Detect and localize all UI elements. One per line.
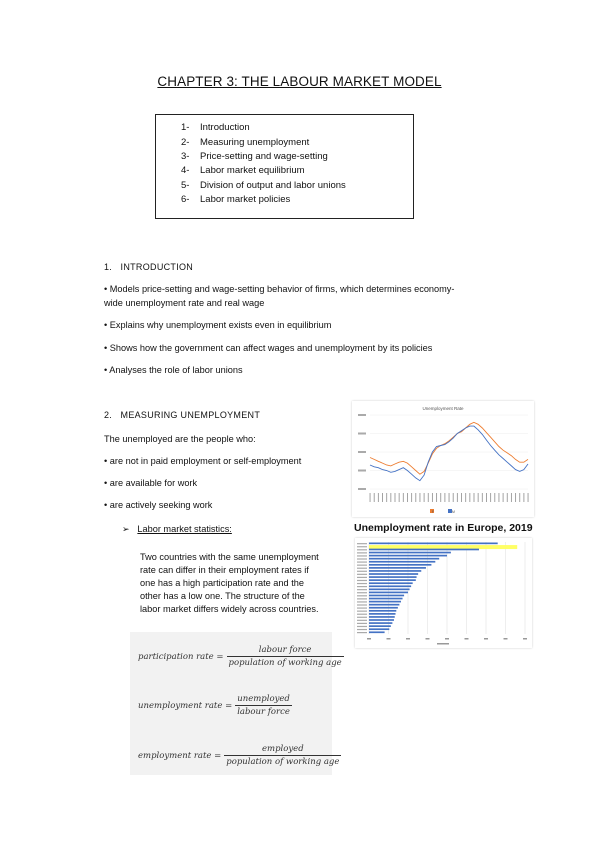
x-tick-label (426, 638, 430, 640)
x-tick-label (457, 493, 458, 502)
section-heading-measuring-unemployment (104, 410, 260, 420)
x-tick-label (367, 638, 371, 640)
category-label (357, 571, 367, 572)
toc-number: 5- (181, 180, 190, 191)
table-of-contents (155, 114, 414, 219)
toc-number: 4- (181, 165, 190, 176)
bar (369, 555, 447, 557)
x-tick-label (478, 493, 479, 502)
x-tick-label (486, 493, 487, 502)
arrow-bullet-icon: ➢ (122, 524, 130, 534)
fraction (227, 645, 344, 668)
series-line (370, 426, 528, 481)
category-label (357, 565, 367, 566)
fraction (224, 744, 341, 767)
y-tick-label (358, 433, 366, 435)
category-label (357, 623, 367, 624)
category-label (357, 555, 367, 556)
category-label (357, 561, 367, 562)
bar (369, 573, 418, 575)
employment-rate-formula (138, 744, 341, 767)
bar-chart-title: Unemployment rate in Europe, 2019 (354, 522, 533, 534)
bar (369, 564, 431, 566)
numerator: unemployed (237, 694, 290, 704)
category-label (357, 577, 367, 578)
bar (369, 552, 451, 554)
toc-number: 6- (181, 194, 190, 205)
category-label (357, 601, 367, 602)
category-label (357, 614, 367, 615)
toc-label: Measuring unemployment (200, 137, 310, 148)
bar (369, 576, 417, 578)
category-label (357, 611, 367, 612)
category-label (357, 620, 367, 621)
category-label (357, 607, 367, 608)
x-tick-label (387, 638, 391, 640)
bar (369, 598, 403, 600)
x-tick-label (403, 493, 404, 502)
legend-label-f: F (431, 510, 434, 514)
bullet-item: • are available for work (104, 478, 198, 488)
x-tick-label (519, 493, 520, 502)
x-tick-label (449, 493, 450, 502)
category-label (357, 546, 367, 547)
participation-rate-formula (138, 645, 344, 668)
bar (369, 582, 413, 584)
section-number: 1. (104, 262, 113, 272)
bullet-item: • Analyses the role of labor unions (104, 365, 243, 375)
category-label (357, 626, 367, 627)
x-tick-label (494, 493, 495, 502)
bar (369, 589, 410, 591)
x-tick-label (436, 493, 437, 502)
toc-label: Price-setting and wage-setting (200, 151, 328, 162)
category-label (357, 598, 367, 599)
paragraph-line: one has a high participation rate and the (140, 578, 304, 588)
x-tick-label (504, 638, 508, 640)
x-tick-label (406, 638, 410, 640)
numerator: labour force (258, 645, 312, 655)
x-tick-label (390, 493, 391, 502)
category-label (357, 586, 367, 587)
section-title: INTRODUCTION (120, 262, 194, 272)
toc-number: 2- (181, 137, 190, 148)
y-tick-label (358, 488, 366, 490)
bar (369, 567, 426, 569)
x-tick-label (453, 493, 454, 502)
bar (369, 592, 408, 594)
x-tick-label (503, 493, 504, 502)
x-tick-label (465, 493, 466, 502)
category-label (357, 604, 367, 605)
toc-number: 1- (181, 122, 190, 133)
x-tick-label (407, 493, 408, 502)
formula-lhs: employment rate = (138, 750, 222, 761)
page-title: CHAPTER 3: THE LABOUR MARKET MODEL (157, 74, 442, 89)
x-tick-label (474, 493, 475, 502)
x-axis-label (437, 643, 449, 645)
formula-lhs: unemployment rate = (138, 700, 233, 711)
bar (369, 631, 385, 633)
toc-label: Labor market equilibrium (200, 165, 305, 176)
paragraph-line: Two countries with the same unemployment (140, 552, 319, 562)
bar (369, 585, 411, 587)
section-heading-introduction (104, 262, 193, 272)
category-label (357, 629, 367, 630)
bar (369, 616, 395, 618)
category-label (357, 558, 367, 559)
x-tick-label (523, 638, 527, 640)
paragraph-line: rate can differ in their employment rates if (140, 565, 309, 575)
bar (369, 625, 391, 627)
x-tick-label (419, 493, 420, 502)
legend-label-m: M (452, 510, 455, 514)
bar (369, 570, 421, 572)
toc-item (181, 165, 305, 176)
toc-item (181, 137, 309, 148)
formula-lhs: participation rate = (138, 651, 224, 662)
category-label (357, 583, 367, 584)
x-tick-label (490, 493, 491, 502)
x-tick-label (399, 493, 400, 502)
x-tick-label (415, 493, 416, 502)
category-label (357, 595, 367, 596)
denominator: population of working age (228, 658, 342, 668)
y-tick-label (358, 470, 366, 472)
x-tick-label (424, 493, 425, 502)
denominator: population of working age (226, 757, 340, 767)
unemployment-line-chart (352, 401, 534, 517)
category-label (357, 568, 367, 569)
toc-item (181, 194, 290, 205)
toc-label: Labor market policies (200, 194, 291, 205)
category-label (357, 589, 367, 590)
toc-item (181, 122, 250, 133)
paragraph-line: labor market differs widely across countries. (140, 604, 319, 614)
bar (369, 549, 479, 551)
toc-number: 3- (181, 151, 190, 162)
x-tick-label (374, 493, 375, 502)
category-label (357, 632, 367, 633)
lead-text: The unemployed are the people who: (104, 434, 256, 444)
bar-highlight (369, 545, 517, 549)
bar (369, 558, 439, 560)
section-title: MEASURING UNEMPLOYMENT (120, 410, 261, 420)
bar-chart-svg (355, 538, 532, 648)
bar (369, 613, 396, 615)
x-tick-label (378, 493, 379, 502)
europe-unemployment-bar-chart (355, 538, 532, 648)
category-label (357, 592, 367, 593)
x-tick-label (432, 493, 433, 502)
category-label (357, 552, 367, 553)
toc-label: Introduction (200, 122, 250, 133)
x-tick-label (528, 493, 529, 502)
bar (369, 607, 398, 609)
bar (369, 601, 401, 603)
fraction (235, 694, 292, 717)
bar (369, 561, 435, 563)
paragraph (140, 551, 319, 616)
x-tick-label (469, 493, 470, 502)
bullet-item: • are actively seeking work (104, 500, 213, 510)
bar (369, 543, 498, 545)
toc-item (181, 151, 328, 162)
x-tick-label (498, 493, 499, 502)
bar (369, 628, 389, 630)
bullet-item: • Models price-setting and wage-setting behavior of firms, which determines economy- (104, 284, 455, 294)
category-label (357, 580, 367, 581)
bar (369, 604, 399, 606)
x-tick-label (444, 493, 445, 502)
section-number: 2. (104, 410, 113, 420)
bar (369, 610, 396, 612)
category-label (357, 549, 367, 550)
bullet-item: • are not in paid employment or self-employment (104, 456, 302, 466)
y-tick-label (358, 451, 366, 453)
series-line (370, 422, 528, 474)
sub-heading-row (122, 524, 232, 535)
x-tick-label (370, 493, 371, 502)
bar (369, 579, 416, 581)
category-label (357, 543, 367, 544)
x-tick-label (511, 493, 512, 502)
toc-item (181, 180, 346, 191)
x-tick-label (411, 493, 412, 502)
paragraph-line: other has a low one. The structure of the (140, 591, 305, 601)
category-label (357, 617, 367, 618)
formula-panel (130, 632, 342, 775)
x-tick-label (523, 493, 524, 502)
toc-label: Division of output and labor unions (200, 180, 346, 191)
x-tick-label (395, 493, 396, 502)
x-tick-label (484, 638, 488, 640)
line-chart-svg (352, 401, 534, 517)
bar (369, 619, 394, 621)
x-tick-label (428, 493, 429, 502)
numerator: employed (262, 744, 304, 754)
x-tick-label (440, 493, 441, 502)
bullet-item: • Shows how the government can affect wages and unemployment by its policies (104, 343, 433, 353)
unemployment-rate-formula (138, 694, 292, 717)
x-tick-label (465, 638, 469, 640)
denominator: labour force (237, 707, 290, 717)
x-tick-label (482, 493, 483, 502)
x-tick-label (445, 638, 449, 640)
x-tick-label (515, 493, 516, 502)
x-tick-label (507, 493, 508, 502)
bar (369, 595, 404, 597)
x-tick-label (461, 493, 462, 502)
bullet-item: • Explains why unemployment exists even in equilibrium (104, 320, 332, 330)
bullet-continuation: wide unemployment rate and real wage (104, 298, 265, 308)
x-tick-label (386, 493, 387, 502)
y-tick-label (358, 414, 366, 416)
x-tick-label (382, 493, 383, 502)
category-label (357, 574, 367, 575)
bar (369, 622, 392, 624)
sub-heading: Labor market statistics: (137, 524, 232, 534)
line-chart-title: Unemployment Rate (422, 406, 464, 411)
